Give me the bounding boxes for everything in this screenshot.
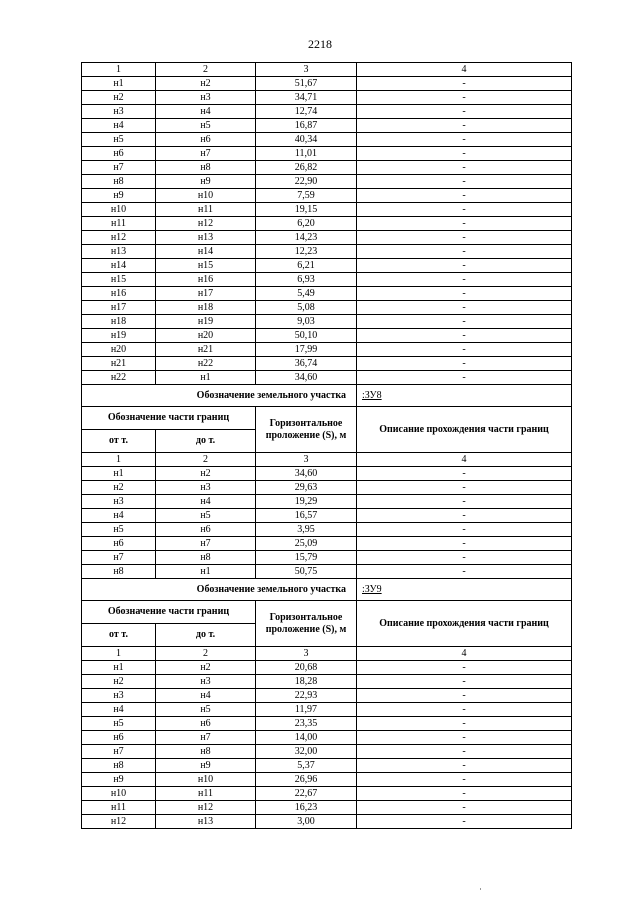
table-row [82,245,572,259]
length-cell: 22,93 [256,689,357,703]
table-row [82,565,572,579]
length-cell: 17,99 [256,343,357,357]
table-row [82,815,572,829]
table-row [82,343,572,357]
column-number-cell: 1 [82,453,156,467]
from-point-cell: н14 [82,259,156,273]
table-row [82,495,572,509]
length-cell: 22,67 [256,787,357,801]
length-cell: 14,23 [256,231,357,245]
to-point-cell: н6 [156,133,256,147]
table-row [82,703,572,717]
length-cell: 50,10 [256,329,357,343]
from-point-cell: н5 [82,717,156,731]
header-boundary-parts: Обозначение части границ [82,601,256,624]
length-cell: 34,60 [256,371,357,385]
length-cell: 3,95 [256,523,357,537]
table-row [82,523,572,537]
description-cell: - [357,689,572,703]
length-cell: 11,97 [256,703,357,717]
length-cell: 40,34 [256,133,357,147]
length-cell: 51,67 [256,77,357,91]
from-point-cell: н15 [82,273,156,287]
from-point-cell: н7 [82,745,156,759]
length-cell: 25,09 [256,537,357,551]
description-cell: - [357,315,572,329]
from-point-cell: н9 [82,773,156,787]
length-cell: 5,08 [256,301,357,315]
to-point-cell: н7 [156,147,256,161]
description-cell: - [357,661,572,675]
from-point-cell: н3 [82,495,156,509]
table-row [82,551,572,565]
table-row [82,357,572,371]
description-cell: - [357,245,572,259]
from-point-cell: н2 [82,675,156,689]
length-cell: 32,00 [256,745,357,759]
to-point-cell: н14 [156,245,256,259]
from-point-cell: н3 [82,105,156,119]
description-cell: - [357,147,572,161]
from-point-cell: н4 [82,119,156,133]
to-point-cell: н16 [156,273,256,287]
parcel-title-label: Обозначение земельного участка [82,385,357,407]
table-row [82,203,572,217]
from-point-cell: н12 [82,815,156,829]
table-row [82,175,572,189]
description-cell: - [357,815,572,829]
table-row [82,787,572,801]
from-point-cell: н16 [82,287,156,301]
to-point-cell: н2 [156,661,256,675]
table-row [82,301,572,315]
from-point-cell: н11 [82,801,156,815]
description-cell: - [357,231,572,245]
to-point-cell: н7 [156,537,256,551]
table-row [82,537,572,551]
to-point-cell: н9 [156,759,256,773]
header-boundary-parts: Обозначение части границ [82,407,256,430]
table-row [82,801,572,815]
length-cell: 23,35 [256,717,357,731]
table-row [82,105,572,119]
from-point-cell: н1 [82,467,156,481]
length-cell: 7,59 [256,189,357,203]
description-cell: - [357,551,572,565]
boundary-table [81,62,572,829]
to-point-cell: н18 [156,301,256,315]
from-point-cell: н1 [82,661,156,675]
from-point-cell: н13 [82,245,156,259]
description-cell: - [357,91,572,105]
table-row [82,119,572,133]
table-row [82,161,572,175]
table-row [82,773,572,787]
description-cell: - [357,161,572,175]
column-number-cell: 2 [156,453,256,467]
length-cell: 20,68 [256,661,357,675]
column-number-cell: 3 [256,647,357,661]
column-number-row [82,453,572,467]
from-point-cell: н6 [82,537,156,551]
description-cell: - [357,495,572,509]
description-cell: - [357,329,572,343]
from-point-cell: н8 [82,175,156,189]
from-point-cell: н4 [82,509,156,523]
description-cell: - [357,565,572,579]
length-cell: 14,00 [256,731,357,745]
to-point-cell: н1 [156,565,256,579]
length-cell: 9,03 [256,315,357,329]
table-row [82,689,572,703]
table-row [82,217,572,231]
to-point-cell: н8 [156,161,256,175]
length-cell: 16,23 [256,801,357,815]
description-cell: - [357,357,572,371]
header-horizontal-length: Горизонтальное проложение (S), м [256,407,357,453]
from-point-cell: н7 [82,161,156,175]
column-number-cell: 2 [156,647,256,661]
description-cell: - [357,343,572,357]
from-point-cell: н10 [82,203,156,217]
table-row [82,745,572,759]
column-number-row [82,63,572,77]
table-row [82,661,572,675]
description-cell: - [357,371,572,385]
length-cell: 6,21 [256,259,357,273]
header-row [82,407,572,430]
column-number-cell: 4 [357,63,572,77]
from-point-cell: н5 [82,523,156,537]
to-point-cell: н4 [156,495,256,509]
from-point-cell: н9 [82,189,156,203]
description-cell: - [357,787,572,801]
to-point-cell: н3 [156,91,256,105]
description-cell: - [357,537,572,551]
column-number-cell: 2 [156,63,256,77]
description-cell: - [357,119,572,133]
from-point-cell: н8 [82,759,156,773]
description-cell: - [357,801,572,815]
from-point-cell: н7 [82,551,156,565]
length-cell: 50,75 [256,565,357,579]
table-row [82,467,572,481]
description-cell: - [357,703,572,717]
from-point-cell: н20 [82,343,156,357]
parcel-title-label: Обозначение земельного участка [82,579,357,601]
description-cell: - [357,217,572,231]
to-point-cell: н17 [156,287,256,301]
description-cell: - [357,105,572,119]
from-point-cell: н19 [82,329,156,343]
length-cell: 34,71 [256,91,357,105]
length-cell: 15,79 [256,551,357,565]
length-cell: 18,28 [256,675,357,689]
table-row [82,329,572,343]
table-row [82,371,572,385]
to-point-cell: н21 [156,343,256,357]
header-row [82,601,572,624]
to-point-cell: н10 [156,773,256,787]
to-point-cell: н19 [156,315,256,329]
table-row [82,315,572,329]
length-cell: 26,82 [256,161,357,175]
header-description: Описание прохождения части границ [357,407,572,453]
length-cell: 11,01 [256,147,357,161]
table-row [82,77,572,91]
length-cell: 5,37 [256,759,357,773]
from-point-cell: н8 [82,565,156,579]
from-point-cell: н3 [82,689,156,703]
parcel-title-row [82,579,572,601]
from-point-cell: н17 [82,301,156,315]
from-point-cell: н21 [82,357,156,371]
to-point-cell: н8 [156,551,256,565]
to-point-cell: н6 [156,523,256,537]
to-point-cell: н2 [156,77,256,91]
length-cell: 19,29 [256,495,357,509]
header-to-point: до т. [156,430,256,453]
to-point-cell: н2 [156,467,256,481]
column-number-cell: 1 [82,647,156,661]
description-cell: - [357,133,572,147]
description-cell: - [357,523,572,537]
to-point-cell: н4 [156,105,256,119]
header-to-point: до т. [156,624,256,647]
table-row [82,759,572,773]
description-cell: - [357,189,572,203]
table-row [82,231,572,245]
from-point-cell: н18 [82,315,156,329]
from-point-cell: н22 [82,371,156,385]
to-point-cell: н1 [156,371,256,385]
to-point-cell: н15 [156,259,256,273]
page-number: 2218 [308,37,332,51]
description-cell: - [357,731,572,745]
length-cell: 36,74 [256,357,357,371]
table-row [82,91,572,105]
length-cell: 12,23 [256,245,357,259]
from-point-cell: н6 [82,731,156,745]
length-cell: 22,90 [256,175,357,189]
header-description: Описание прохождения части границ [357,601,572,647]
to-point-cell: н10 [156,189,256,203]
length-cell: 16,57 [256,509,357,523]
table-row [82,287,572,301]
to-point-cell: н5 [156,703,256,717]
column-number-cell: 4 [357,453,572,467]
description-cell: - [357,759,572,773]
header-from-point: от т. [82,624,156,647]
description-cell: - [357,287,572,301]
column-number-cell: 4 [357,647,572,661]
table-row [82,509,572,523]
to-point-cell: н13 [156,815,256,829]
description-cell: - [357,481,572,495]
from-point-cell: н6 [82,147,156,161]
from-point-cell: н2 [82,91,156,105]
column-number-cell: 3 [256,453,357,467]
parcel-title-row [82,385,572,407]
from-point-cell: н11 [82,217,156,231]
from-point-cell: н2 [82,481,156,495]
description-cell: - [357,301,572,315]
table-row [82,481,572,495]
description-cell: - [357,259,572,273]
table-row [82,675,572,689]
length-cell: 34,60 [256,467,357,481]
description-cell: - [357,175,572,189]
table-row [82,717,572,731]
header-from-point: от т. [82,430,156,453]
to-point-cell: н13 [156,231,256,245]
description-cell: - [357,77,572,91]
to-point-cell: н11 [156,203,256,217]
length-cell: 5,49 [256,287,357,301]
description-cell: - [357,773,572,787]
from-point-cell: н12 [82,231,156,245]
to-point-cell: н5 [156,509,256,523]
column-number-cell: 3 [256,63,357,77]
to-point-cell: н5 [156,119,256,133]
length-cell: 6,20 [256,217,357,231]
from-point-cell: н10 [82,787,156,801]
to-point-cell: н4 [156,689,256,703]
table-row [82,189,572,203]
length-cell: 3,00 [256,815,357,829]
length-cell: 26,96 [256,773,357,787]
description-cell: - [357,675,572,689]
description-cell: - [357,273,572,287]
table-row [82,259,572,273]
description-cell: - [357,467,572,481]
to-point-cell: н7 [156,731,256,745]
to-point-cell: н12 [156,801,256,815]
parcel-code: :ЗУ9 [357,579,572,601]
parcel-code: :ЗУ8 [357,385,572,407]
to-point-cell: н8 [156,745,256,759]
length-cell: 6,93 [256,273,357,287]
to-point-cell: н22 [156,357,256,371]
column-number-cell: 1 [82,63,156,77]
column-number-row [82,647,572,661]
description-cell: - [357,717,572,731]
from-point-cell: н5 [82,133,156,147]
scan-speck [480,888,481,890]
length-cell: 19,15 [256,203,357,217]
table-row [82,133,572,147]
from-point-cell: н4 [82,703,156,717]
length-cell: 16,87 [256,119,357,133]
to-point-cell: н9 [156,175,256,189]
length-cell: 12,74 [256,105,357,119]
to-point-cell: н12 [156,217,256,231]
description-cell: - [357,203,572,217]
length-cell: 29,63 [256,481,357,495]
from-point-cell: н1 [82,77,156,91]
to-point-cell: н6 [156,717,256,731]
to-point-cell: н20 [156,329,256,343]
table-row [82,273,572,287]
to-point-cell: н11 [156,787,256,801]
table-row [82,147,572,161]
to-point-cell: н3 [156,675,256,689]
to-point-cell: н3 [156,481,256,495]
header-horizontal-length: Горизонтальное проложение (S), м [256,601,357,647]
table-row [82,731,572,745]
description-cell: - [357,745,572,759]
description-cell: - [357,509,572,523]
